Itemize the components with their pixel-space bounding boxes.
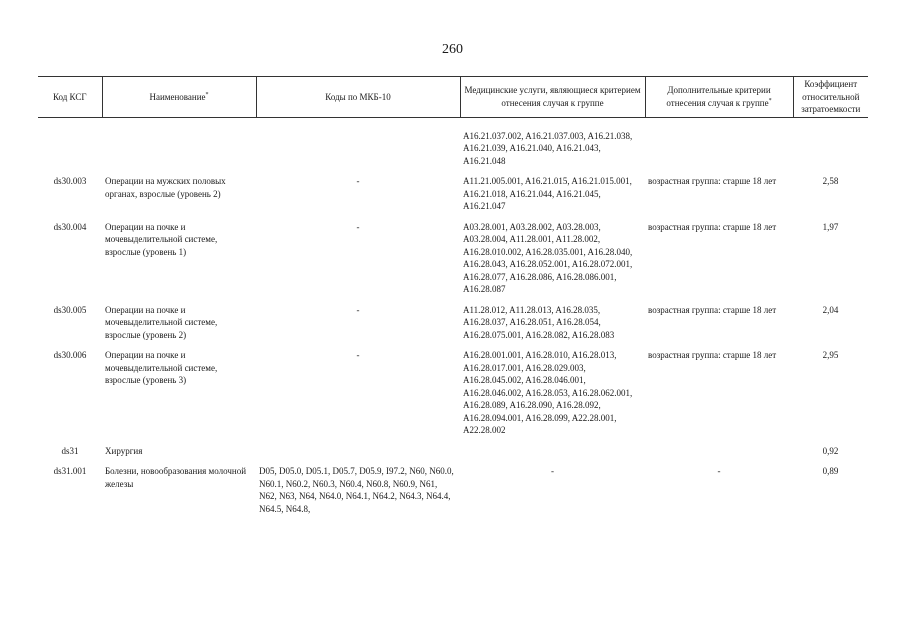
cell-code: ds30.004 bbox=[53, 221, 87, 232]
header-criteria-footnote: * bbox=[768, 97, 772, 104]
table-row bbox=[38, 445, 868, 466]
cell-criteria: возрастная группа: старше 18 лет bbox=[648, 176, 777, 186]
cell-coef: 0,92 bbox=[822, 445, 839, 456]
cell-coef: 2,95 bbox=[822, 350, 839, 360]
cell-name: Болезни, новообразования молочной железы bbox=[105, 466, 247, 489]
cell-code: ds30.006 bbox=[53, 350, 87, 360]
cell-mkb: - bbox=[356, 221, 360, 232]
cell-code: ds30.005 bbox=[53, 304, 87, 315]
header-name bbox=[102, 77, 256, 118]
cell-code: ds31.001 bbox=[53, 466, 87, 476]
ksg-table bbox=[38, 76, 868, 523]
cell-criteria bbox=[645, 445, 793, 466]
cell-criteria: возрастная группа: старше 18 лет bbox=[648, 221, 777, 232]
cell-coef: 2,58 bbox=[822, 176, 839, 186]
table-row bbox=[38, 175, 868, 221]
header-criteria-text: Дополнительные критерии отнесения случая к группе bbox=[666, 85, 771, 108]
cell-services bbox=[460, 445, 645, 466]
header-code: Код КСГ bbox=[38, 77, 102, 118]
cell-mkb: D05, D05.0, D05.1, D05.7, D05.9, I97.2, N60, N60.0, N60.1, N60.2, N60.3, N60.4, N60.8, N60.9, N61, N62, N63, N64, N64.0, N64.1, N64.2, N64.3, N64.4, N64.5, N64.8, bbox=[259, 466, 454, 514]
cell-name bbox=[102, 117, 256, 175]
cell-coef bbox=[793, 117, 868, 175]
cell-mkb bbox=[256, 445, 460, 466]
header-name-text: Наименование bbox=[149, 91, 206, 102]
cell-code: ds31 bbox=[61, 445, 79, 456]
cell-services: - bbox=[551, 466, 554, 476]
cell-services: A11.28.012, A11.28.013, A16.28.035, A16.28.037, A16.28.051, A16.28.054, A16.28.075.001, A16.28.082, A16.28.083 bbox=[463, 304, 615, 340]
cell-mkb: - bbox=[356, 176, 360, 186]
cell-name: Операции на почке и мочевыделительной системе, взрослые (уровень 1) bbox=[105, 221, 218, 257]
cell-services: A03.28.001, A03.28.002, A03.28.003, A03.28.004, A11.28.001, A11.28.002, A16.28.010.002, A16.28.035.001, A16.28.040, A16.28.043, A16.28.052.001, A16.28.072.001, A16.28.077, A16.28.086, A16.28.086.001, A16.28.087 bbox=[463, 221, 633, 294]
cell-criteria: возрастная группа: старше 18 лет bbox=[648, 350, 777, 360]
cell-mkb: - bbox=[356, 304, 360, 315]
cell-criteria: возрастная группа: старше 18 лет bbox=[648, 304, 777, 315]
cell-code bbox=[38, 117, 102, 175]
cell-services: A16.21.037.002, A16.21.037.003, A16.21.038, A16.21.039, A16.21.040, A16.21.043, A16.21.048 bbox=[463, 130, 633, 166]
table-row bbox=[38, 117, 868, 175]
table-row bbox=[38, 465, 868, 523]
table-row bbox=[38, 221, 868, 304]
header-services: Медицинские услуги, являющиеся критерием отнесения случая к группе bbox=[460, 77, 645, 118]
cell-mkb: - bbox=[356, 350, 360, 360]
cell-mkb bbox=[256, 117, 460, 175]
table-header-row bbox=[38, 77, 868, 118]
page-number: 260 bbox=[442, 42, 463, 57]
table-row bbox=[38, 304, 868, 350]
cell-name: Операции на почке и мочевыделительной системе, взрослые (уровень 3) bbox=[105, 350, 218, 385]
table-row bbox=[38, 349, 868, 445]
cell-criteria bbox=[645, 117, 793, 175]
header-coef: Коэффициент относительной затратоемкости bbox=[793, 77, 868, 118]
cell-name: Операции на мужских половых органах, взрослые (уровень 2) bbox=[105, 176, 226, 199]
header-mkb: Коды по МКБ-10 bbox=[256, 77, 460, 118]
cell-name: Хирургия bbox=[105, 445, 143, 456]
cell-name: Операции на почке и мочевыделительной системе, взрослые (уровень 2) bbox=[105, 304, 218, 340]
cell-coef: 0,89 bbox=[822, 466, 839, 476]
cell-coef: 1,97 bbox=[822, 221, 839, 232]
cell-code: ds30.003 bbox=[53, 176, 87, 186]
header-name-footnote: * bbox=[205, 91, 209, 98]
cell-criteria: - bbox=[717, 466, 721, 476]
header-criteria bbox=[645, 77, 793, 118]
cell-services: A16.28.001.001, A16.28.010, A16.28.013, A16.28.017.001, A16.28.029.003, A16.28.045.002, A16.28.046.001, A16.28.046.002, A16.28.053, A16.28.062.001, A16.28.089, A16.28.090, A16.28.092, A16.28.094.001, A16.28.099, A22.28.001, A22.28.002 bbox=[463, 350, 633, 435]
cell-coef: 2,04 bbox=[822, 304, 839, 315]
cell-services: A11.21.005.001, A16.21.015, A16.21.015.001, A16.21.018, A16.21.044, A16.21.045, A16.21.047 bbox=[463, 176, 632, 211]
